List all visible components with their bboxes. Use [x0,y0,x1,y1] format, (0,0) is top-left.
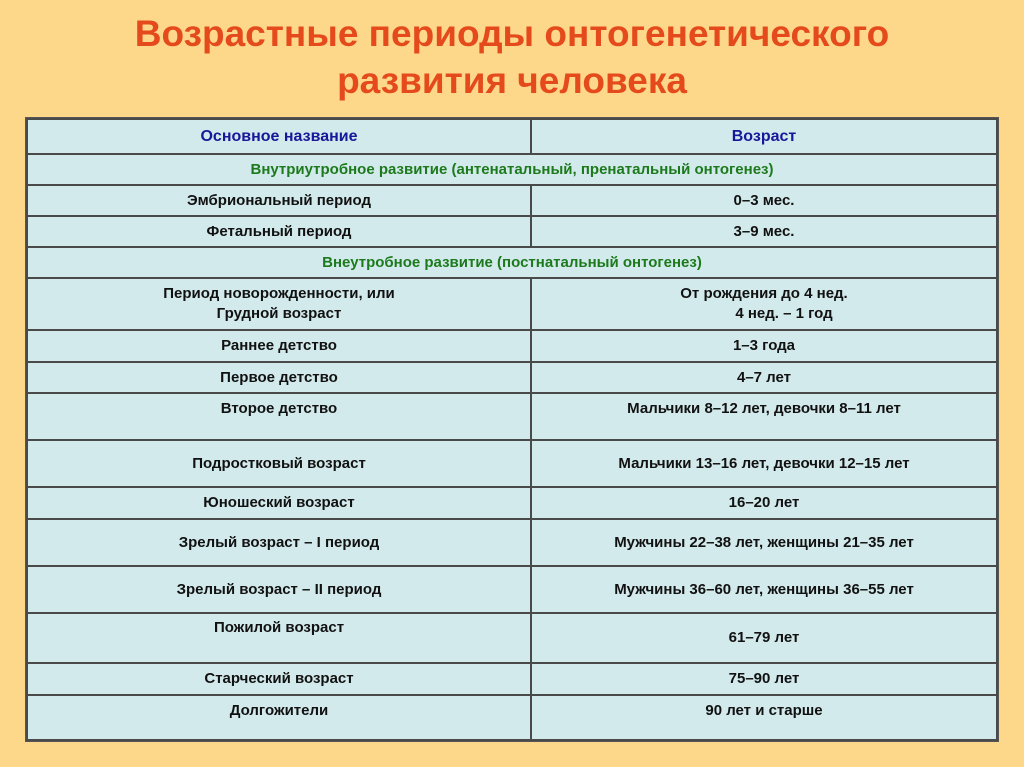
period-age: 16–20 лет [531,487,997,519]
period-name: Долгожители [27,695,531,740]
period-age: 90 лет и старше [531,695,997,740]
period-name: Зрелый возраст – II период [27,566,531,613]
period-age: 1–3 года [531,330,997,362]
table-row [27,185,997,216]
period-age: 4–7 лет [531,362,997,393]
period-name: Фетальный период [27,216,531,247]
period-name [27,278,531,330]
header-name: Основное название [27,119,531,154]
section-postnatal: Внеутробное развитие (постнатальный онтогенез) [27,247,997,278]
table-row [27,566,997,613]
period-name: Первое детство [27,362,531,393]
table-row [27,440,997,487]
table-row [27,362,997,393]
table-row [27,393,997,440]
period-age: 3–9 мес. [531,216,997,247]
period-name-line-2: Грудной возраст [216,305,342,322]
period-age: Мужчины 22–38 лет, женщины 21–35 лет [531,519,997,566]
header-age: Возраст [531,119,997,154]
period-name: Эмбриональный период [27,185,531,216]
table-header-row [27,119,997,154]
age-periods-table [26,118,998,741]
period-name-line-1: Период новорожденности, или [163,285,395,302]
table-row [27,519,997,566]
period-age: 0–3 мес. [531,185,997,216]
period-name: Юношеский возраст [27,487,531,519]
table-row [27,330,997,362]
title-line-2: развития человека [337,60,687,101]
period-age: 61–79 лет [531,613,997,663]
section-row-prenatal [27,154,997,185]
period-name: Пожилой возраст [27,613,531,663]
section-row-postnatal [27,247,997,278]
table-row [27,278,997,330]
page-title [0,10,1024,104]
period-age: Мальчики 8–12 лет, девочки 8–11 лет [531,393,997,440]
period-age: 75–90 лет [531,663,997,695]
table-row [27,487,997,519]
period-age [531,278,997,330]
period-name: Раннее детство [27,330,531,362]
period-age-line-2: 4 нед. – 1 год [735,305,833,322]
title-line-1: Возрастные периоды онтогенетического [134,13,890,54]
table-row [27,663,997,695]
section-prenatal: Внутриутробное развитие (антенатальный, пренатальный онтогенез) [27,154,997,185]
period-age: Мальчики 13–16 лет, девочки 12–15 лет [531,440,997,487]
table-row [27,613,997,663]
period-age: Мужчины 36–60 лет, женщины 36–55 лет [531,566,997,613]
period-name: Подростковый возраст [27,440,531,487]
period-age-line-1: От рождения до 4 нед. [680,285,848,302]
table-row [27,695,997,740]
period-name: Зрелый возраст – I период [27,519,531,566]
period-name: Старческий возраст [27,663,531,695]
period-name: Второе детство [27,393,531,440]
table-row [27,216,997,247]
